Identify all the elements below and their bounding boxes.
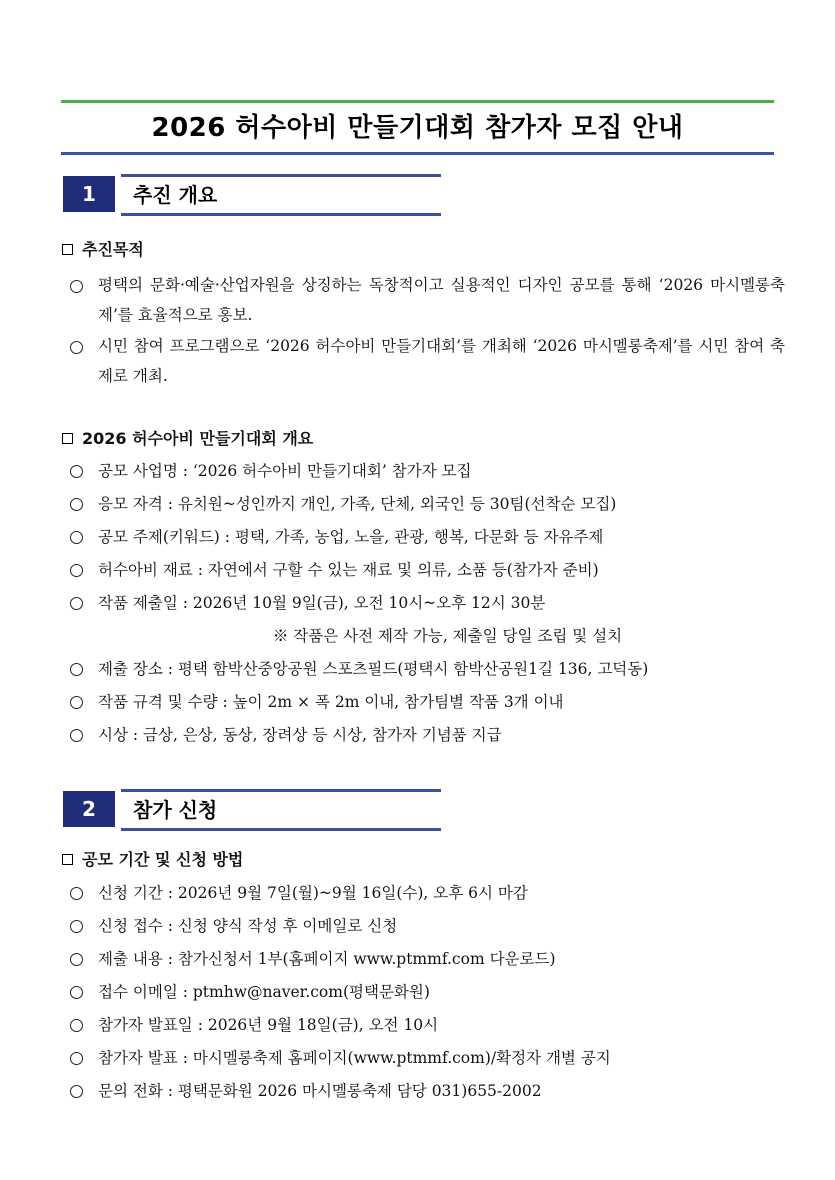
list-item: 허수아비 재료 : 자연에서 구할 수 있는 재료 및 의류, 소품 등(참가자 준비) [70,554,785,586]
square-bullet-icon [62,433,73,444]
circle-bullet-icon [70,280,83,293]
section-number: 2 [63,791,115,827]
circle-bullet-icon [70,986,83,999]
list-item: 시민 참여 프로그램으로 ‘2026 허수아비 만들기대회’를 개최해 ‘2026 마시멜롱축제’를 시민 참여 축제로 개최. [70,331,785,391]
list-item: 작품 제출일 : 2026년 10월 9일(금), 오전 10시~오후 12시 30분 [70,587,785,619]
document-title-block [61,100,774,155]
circle-bullet-icon [70,498,83,511]
note-text: ※ 작품은 사전 제작 가능, 제출일 당일 조립 및 설치 [272,627,623,645]
circle-bullet-icon [70,341,83,354]
circle-bullet-icon [70,729,83,742]
page-title: 2026 허수아비 만들기대회 참가자 모집 안내 [151,113,684,143]
subheading-method: 공모 기간 및 신청 방법 [62,849,243,871]
list-item: 공모 주제(키워드) : 평택, 가족, 농업, 노을, 관광, 행복, 다문화 등 자유주제 [70,521,785,553]
list-item: 공모 사업명 : ‘2026 허수아비 만들기대회’ 참가자 모집 [70,455,785,487]
list-item: 평택의 문화·예술·산업자원을 상징하는 독창적이고 실용적인 디자인 공모를 통해 ‘2026 마시멜롱축제’를 효율적으로 홍보. [70,270,785,330]
circle-bullet-icon [70,696,83,709]
section-title: 추진 개요 [133,183,218,207]
list-item: 작품 규격 및 수량 : 높이 2m × 폭 2m 이내, 참가팀별 작품 3개 이내 [70,686,785,718]
circle-bullet-icon [70,1085,83,1098]
circle-bullet-icon [70,597,83,610]
list-item: 제출 내용 : 참가신청서 1부(홈페이지 www.ptmmf.com 다운로드) [70,943,785,975]
circle-bullet-icon [70,887,83,900]
list-item: 문의 전화 : 평택문화원 2026 마시멜롱축제 담당 031)655-2002 [70,1075,785,1107]
list-item: 시상 : 금상, 은상, 동상, 장려상 등 시상, 참가자 기념품 지급 [70,719,785,751]
section-number: 1 [63,176,115,212]
list-item: 신청 접수 : 신청 양식 작성 후 이메일로 신청 [70,910,785,942]
list-item: 제출 장소 : 평택 함박산중앙공원 스포츠필드(평택시 함박산공원1길 136, 고덕동) [70,653,785,685]
circle-bullet-icon [70,564,83,577]
title-bottom-rule [61,152,774,155]
section-title: 참가 신청 [133,798,218,822]
list-item: 신청 기간 : 2026년 9월 7일(월)~9월 16일(수), 오후 6시 마감 [70,877,785,909]
circle-bullet-icon [70,531,83,544]
subheading-purpose: 추진목적 [62,239,144,261]
circle-bullet-icon [70,920,83,933]
list-item: 접수 이메일 : ptmhw@naver.com(평택문화원) [70,976,785,1008]
circle-bullet-icon [70,663,83,676]
section-title-bar [121,174,441,216]
circle-bullet-icon [70,953,83,966]
list-item: 응모 자격 : 유치원~성인까지 개인, 가족, 단체, 외국인 등 30팀(선착순 모집) [70,488,785,520]
circle-bullet-icon [70,1019,83,1032]
list-item: 참가자 발표일 : 2026년 9월 18일(금), 오전 10시 [70,1009,785,1041]
circle-bullet-icon [70,465,83,478]
circle-bullet-icon [70,1052,83,1065]
square-bullet-icon [62,854,73,865]
square-bullet-icon [62,244,73,255]
section-title-bar [121,789,441,831]
list-item: 참가자 발표 : 마시멜롱축제 홈페이지(www.ptmmf.com)/확정자 개별 공지 [70,1042,785,1074]
subheading-overview: 2026 허수아비 만들기대회 개요 [62,428,313,450]
